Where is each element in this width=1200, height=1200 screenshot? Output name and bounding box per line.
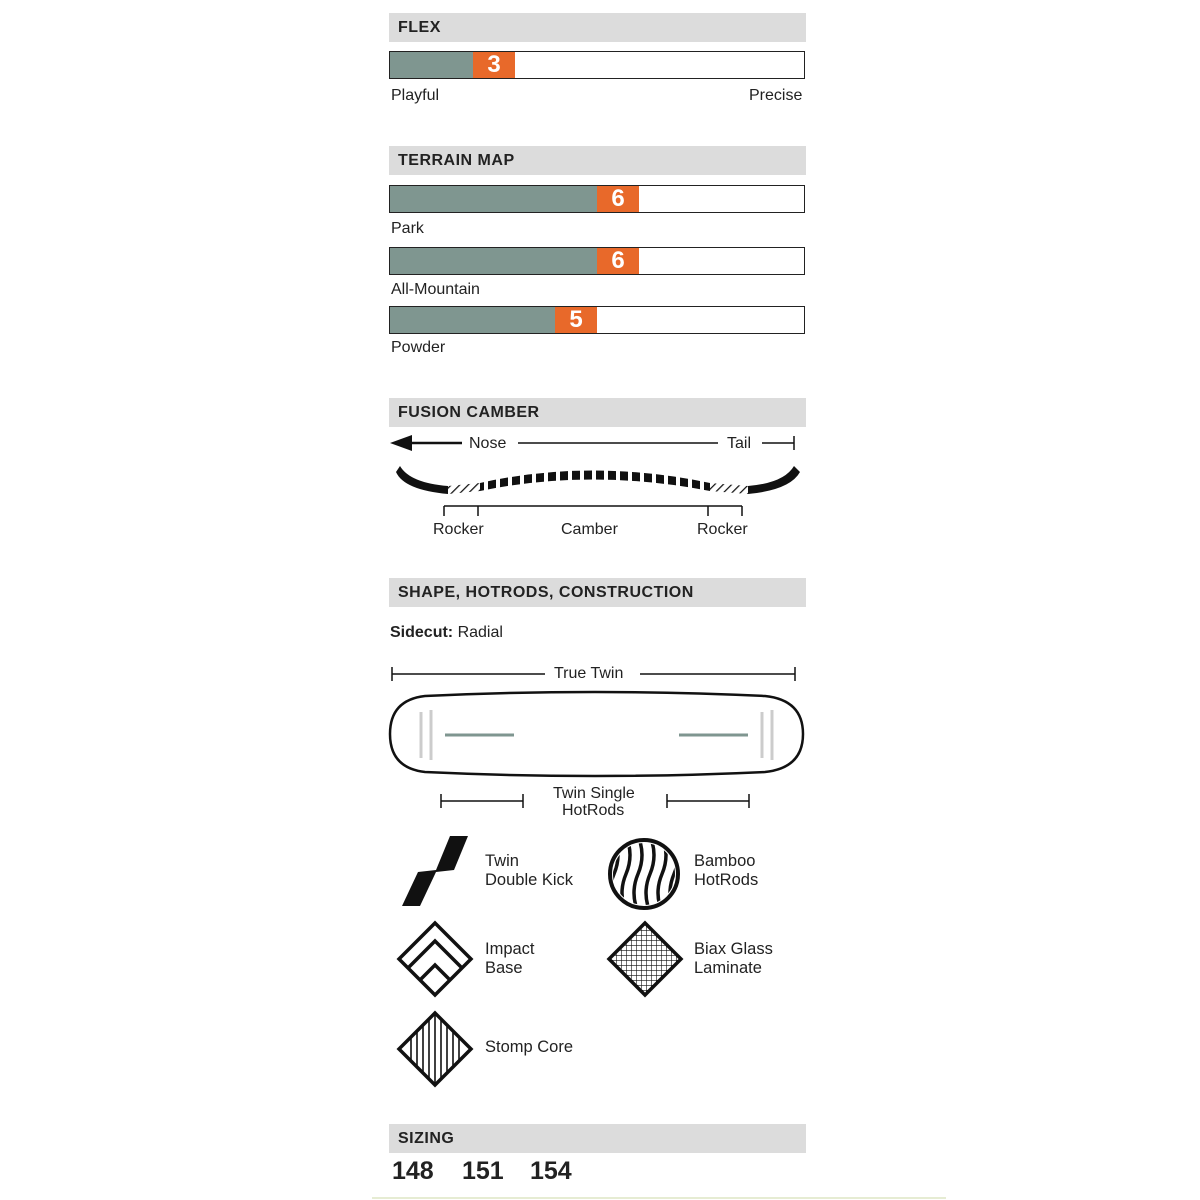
- feature-double-kick-line2: Double Kick: [485, 871, 574, 889]
- terrain-value-all-mountain: 6: [597, 248, 639, 274]
- camber-camber-label: Camber: [561, 521, 618, 538]
- terrain-label-park: Park: [391, 220, 424, 237]
- sidecut-line: [390, 624, 503, 642]
- double-kick-icon: [398, 834, 472, 908]
- flex-bar-fill: [390, 52, 473, 78]
- flex-header: FLEX: [389, 13, 806, 42]
- camber-rocker-left-label: Rocker: [433, 521, 484, 538]
- flex-right-label: Precise: [749, 87, 803, 104]
- biax-glass-icon: [606, 920, 684, 998]
- impact-base-icon: [396, 920, 474, 998]
- terrain-bar-fill: [390, 307, 555, 333]
- terrain-value-powder: 5: [555, 307, 597, 333]
- camber-nose-label: Nose: [469, 435, 507, 452]
- bamboo-hotrods-icon: [606, 836, 682, 912]
- hotrods-label-line2: HotRods: [562, 802, 625, 819]
- camber-header: FUSION CAMBER: [389, 398, 806, 427]
- feature-bamboo-line1: Bamboo: [694, 852, 756, 870]
- shape-label: True Twin: [554, 665, 624, 682]
- sizing-header: SIZING: [389, 1124, 806, 1153]
- flex-bar: [389, 51, 805, 79]
- terrain-bar-park: [389, 185, 805, 213]
- sidecut-value: Radial: [457, 624, 503, 641]
- feature-biax-line2: Laminate: [694, 959, 762, 977]
- size-value: 154: [530, 1157, 572, 1185]
- hotrods-label-line1: Twin Single: [553, 785, 635, 802]
- terrain-bar-fill: [390, 248, 597, 274]
- flex-left-label: Playful: [391, 87, 440, 104]
- camber-rocker-right-label: Rocker: [697, 521, 748, 538]
- sidecut-label: Sidecut:: [390, 624, 454, 641]
- terrain-value-park: 6: [597, 186, 639, 212]
- construction-header: SHAPE, HOTRODS, CONSTRUCTION: [389, 578, 806, 607]
- feature-impact-base-line2: Base: [485, 959, 523, 977]
- feature-double-kick-line1: Twin: [485, 852, 519, 870]
- feature-bamboo-line2: HotRods: [694, 871, 759, 889]
- terrain-header: TERRAIN MAP: [389, 146, 806, 175]
- terrain-bar-all-mountain: [389, 247, 805, 275]
- size-value: 151: [462, 1157, 504, 1185]
- feature-impact-base-line1: Impact: [485, 940, 535, 958]
- terrain-bar-fill: [390, 186, 597, 212]
- bottom-divider: [372, 1197, 946, 1199]
- flex-value: 3: [473, 52, 515, 78]
- terrain-label-all-mountain: All-Mountain: [391, 281, 480, 298]
- size-value: 148: [392, 1157, 434, 1185]
- terrain-bar-powder: [389, 306, 805, 334]
- terrain-label-powder: Powder: [391, 339, 446, 356]
- stomp-core-icon: [396, 1010, 474, 1088]
- feature-stomp-core-line1: Stomp Core: [485, 1038, 574, 1056]
- feature-biax-line1: Biax Glass: [694, 940, 773, 958]
- camber-tail-label: Tail: [727, 435, 752, 452]
